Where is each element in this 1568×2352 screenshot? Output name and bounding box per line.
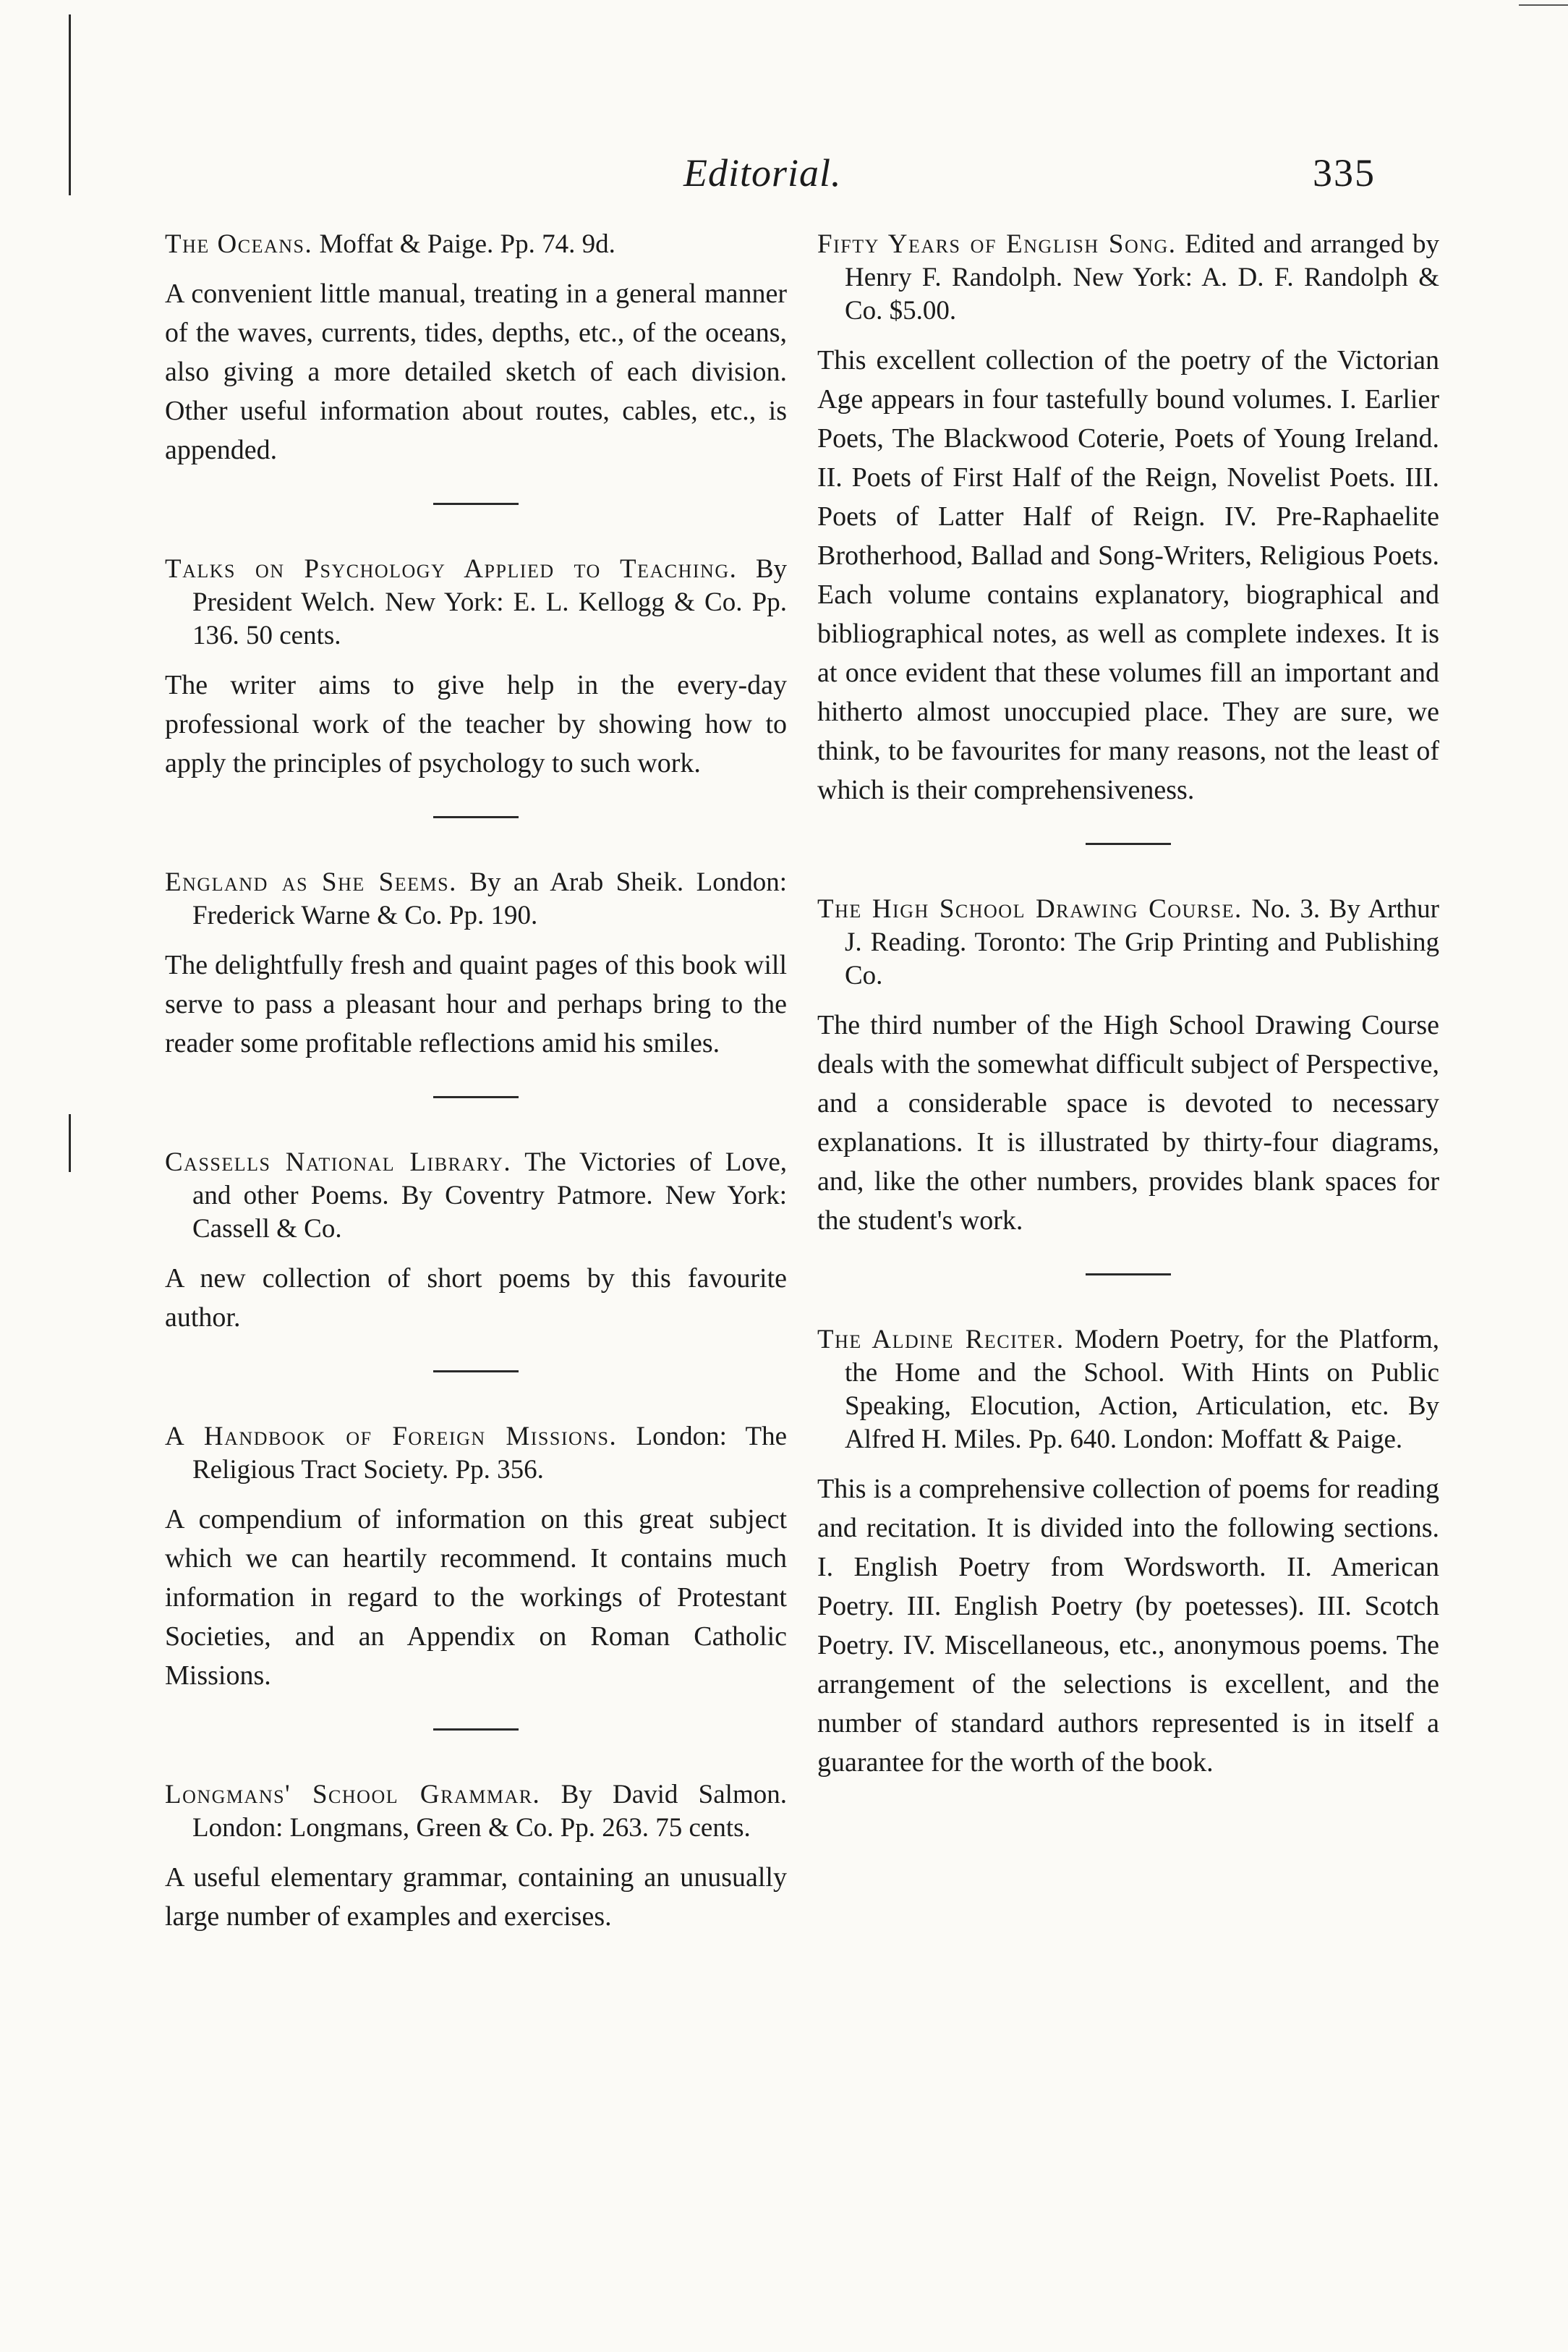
running-head	[0, 137, 1568, 203]
entry-details: By President Welch. New York: E. L. Kellogg & Co. Pp. 136. 50 cents.	[192, 554, 788, 650]
entry-title: Fifty Years of English Song.	[817, 229, 1177, 259]
entry-body: This excellent collection of the poetry of the Victorian Age appears in four tastefully bound volumes. I. Earlier Poets, The Blackwood Coterie, Poets of Young Ireland. II. Poets of First Half of the Reign, Novelist Poets. III. Poets of Latter Half of Reign. IV. Pre-Raphaelite Brotherhood, Ballad and Song-Writers, Religious Poets. Each volume contains explanatory, biographical and bibliographical notes, as well as complete indexes. It is at once evident that these volumes fill an important and hitherto almost unoccupied place. They are sure, we think, to be favourites for many reasons, not the least of which is their comprehensiveness.	[817, 345, 1439, 805]
entry-body: This is a comprehensive collection of poems for reading and recitation. It is divided into the following sections. I. English Poetry from Wordsworth. II. American Poetry. III. English Poetry (by poetesses). III. Scotch Poetry. IV. Miscellaneous, etc., anonymous poems. The arrangement of the selections is excellent, and the number of standard authors represented is in itself a guarantee for the worth of the book.	[817, 1474, 1439, 1778]
entry-body: A convenient little manual, treating in a general manner of the waves, currents, tides, depths, etc., of the oceans, also giving a more detailed sketch of each division. Other useful information about routes, cables, etc., is appended.	[165, 279, 787, 465]
review-entry	[165, 553, 787, 783]
entry-heading	[165, 1146, 787, 1246]
entry-heading	[165, 228, 787, 261]
entry-heading	[817, 228, 1439, 328]
entry-body: A compendium of information on this great subject which we can heartily recommend. It contains much information in regard to the workings of Protestant Societies, and an Appendix on Roman Catholic Missions.	[165, 1504, 787, 1691]
entry-title: England as She Seems.	[165, 867, 457, 897]
review-entry	[165, 1146, 787, 1337]
section-separator	[1086, 843, 1171, 845]
entry-title: The Aldine Reciter.	[817, 1325, 1065, 1354]
entry-body: A new collection of short poems by this favourite author.	[165, 1263, 787, 1333]
entry-heading	[817, 893, 1439, 993]
entry-heading	[165, 1420, 787, 1487]
entry-heading	[165, 866, 787, 933]
left-column	[165, 228, 787, 1936]
entry-details: Modern Poetry, for the Platform, the Home and the School. With Hints on Public Speaking, Elocution, Action, Articulation, etc. By Alfred H. Miles. Pp. 640. London: Moffatt & Paige.	[845, 1325, 1439, 1454]
entry-title: Cassells National Library.	[165, 1147, 512, 1177]
review-entry	[165, 1778, 787, 1936]
entry-details: No. 3. By Arthur J. Reading. Toronto: The Grip Printing and Publishing Co.	[845, 894, 1439, 990]
margin-rule	[69, 1114, 71, 1172]
review-entry	[165, 228, 787, 470]
section-separator	[433, 1728, 519, 1731]
section-separator	[433, 1370, 519, 1372]
entry-body: The writer aims to give help in the every-day professional work of the teacher by showing how to apply the principles of psychology to such work.	[165, 670, 787, 778]
entry-title: Longmans' School Grammar.	[165, 1780, 541, 1809]
section-separator	[1086, 1273, 1171, 1275]
review-entry	[165, 1420, 787, 1695]
entry-body: A useful elementary grammar, containing an unusually large number of examples and exercises.	[165, 1862, 787, 1932]
entry-details: By an Arab Sheik. London: Frederick Warne & Co. Pp. 190.	[192, 867, 788, 930]
entry-title: The Oceans.	[165, 229, 313, 259]
entry-details: The Victories of Love, and other Poems. By Coventry Patmore. New York: Cassell & Co.	[192, 1147, 788, 1244]
review-entry	[817, 228, 1439, 810]
entry-title: The High School Drawing Course.	[817, 894, 1243, 924]
section-separator	[433, 816, 519, 818]
section-separator	[433, 1096, 519, 1098]
right-column	[817, 228, 1439, 1782]
entry-heading	[817, 1323, 1439, 1456]
entry-body: The delightfully fresh and quaint pages of this book will serve to pass a pleasant hour and perhaps bring to the reader some profitable reflections amid his smiles.	[165, 950, 787, 1058]
entry-title: A Handbook of Foreign Missions.	[165, 1422, 618, 1451]
entry-details: By David Salmon. London: Longmans, Green & Co. Pp. 263. 75 cents.	[192, 1780, 787, 1843]
entry-heading	[165, 1778, 787, 1845]
entry-heading	[165, 553, 787, 653]
review-entry	[817, 893, 1439, 1240]
review-entry	[165, 866, 787, 1063]
entry-details: Moffat & Paige. Pp. 74. 9d.	[319, 229, 615, 259]
running-head-title: Editorial.	[683, 151, 842, 195]
review-entry	[817, 1323, 1439, 1782]
entry-details: London: The Religious Tract Society. Pp. 356.	[192, 1422, 788, 1485]
entry-details: Edited and arranged by Henry F. Randolph. New York: A. D. F. Randolph & Co. $5.00.	[845, 229, 1439, 326]
entry-title: Talks on Psychology Applied to Teaching.	[165, 554, 738, 584]
top-edge-rule	[1519, 4, 1568, 6]
page-number: 335	[1313, 151, 1376, 195]
entry-body: The third number of the High School Drawing Course deals with the somewhat difficult subject of Perspective, and a considerable space is devoted to necessary explanations. It is illustrated by thirty-four diagrams, and, like the other numbers, provides blank spaces for the student's work.	[817, 1010, 1439, 1236]
section-separator	[433, 503, 519, 505]
